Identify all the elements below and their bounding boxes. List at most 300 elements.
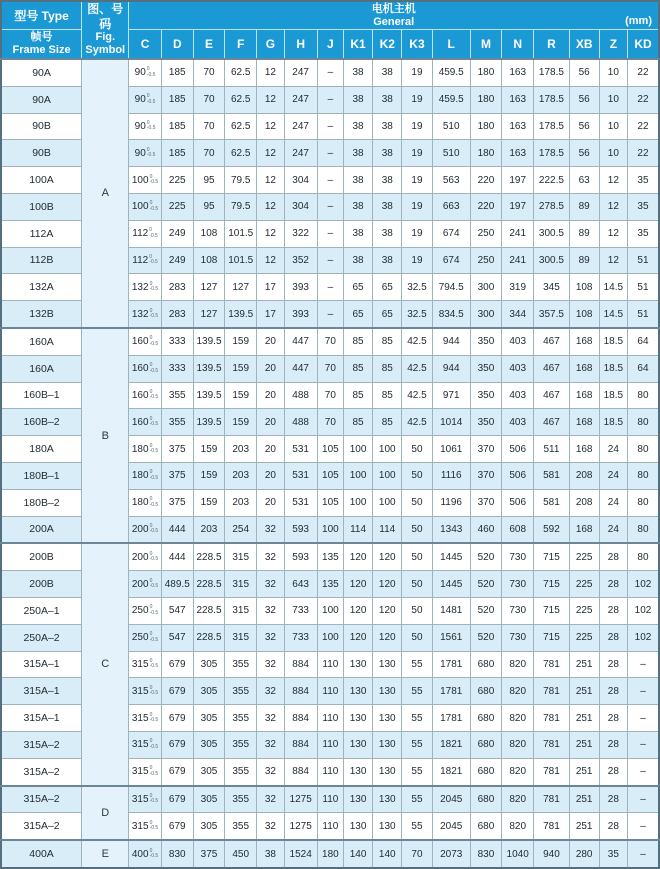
dim-cell-J: – (317, 301, 343, 328)
dim-cell-R: 467 (534, 328, 569, 355)
dim-cell-KD: 80 (627, 382, 659, 409)
c-dim-cell: 250 0 -0.5 (129, 624, 161, 651)
dim-cell-M: 680 (470, 731, 501, 758)
frame-cell: 90A (1, 86, 82, 113)
dim-cell-K1: 140 (343, 840, 372, 868)
c-dim-cell: 160 0 -0.5 (129, 382, 161, 409)
tolerance-mark: 0 -0.5 (149, 550, 159, 563)
dim-cell-R: 581 (534, 462, 569, 489)
dim-cell-J: 70 (317, 355, 343, 382)
dim-cell-XB: 89 (569, 220, 599, 247)
frame-cell: 315A–2 (1, 758, 82, 785)
dim-cell-N: 506 (502, 462, 534, 489)
frame-cell: 315A–2 (1, 813, 82, 840)
frame-cell: 315A–1 (1, 651, 82, 678)
col-header-XB: XB (569, 30, 599, 60)
dim-cell-K1: 120 (343, 543, 372, 570)
dim-cell-K3: 19 (402, 193, 432, 220)
c-dim-cell: 160 0 -0.5 (129, 355, 161, 382)
dim-cell-N: 403 (502, 409, 534, 436)
dim-cell-L: 674 (432, 220, 470, 247)
dim-cell-G: 20 (257, 489, 284, 516)
dim-cell-L: 1445 (432, 571, 470, 598)
tolerance-mark: 0 -0.5 (149, 415, 159, 428)
c-dim-cell: 200 0 -0.5 (129, 543, 161, 570)
dim-cell-G: 32 (257, 813, 284, 840)
dim-cell-F: 79.5 (225, 167, 257, 194)
dim-cell-G: 20 (257, 382, 284, 409)
dim-cell-R: 781 (534, 678, 569, 705)
dim-cell-J: 70 (317, 409, 343, 436)
dim-cell-F: 139.5 (225, 301, 257, 328)
dim-cell-KD: – (627, 758, 659, 785)
frame-cell: 315A–2 (1, 786, 82, 813)
dim-cell-XB: 168 (569, 436, 599, 463)
dim-cell-E: 70 (193, 113, 224, 140)
dim-cell-D: 679 (161, 731, 193, 758)
dim-cell-K3: 42.5 (402, 328, 432, 355)
dim-cell-J: – (317, 113, 343, 140)
dim-cell-G: 12 (257, 59, 284, 86)
dim-cell-G: 32 (257, 705, 284, 732)
dim-cell-Z: 24 (599, 489, 627, 516)
frame-cell: 160A (1, 328, 82, 355)
dim-cell-F: 79.5 (225, 193, 257, 220)
dim-cell-K3: 55 (402, 705, 432, 732)
dim-cell-K2: 140 (373, 840, 402, 868)
dim-cell-R: 467 (534, 409, 569, 436)
dim-cell-L: 1196 (432, 489, 470, 516)
dim-cell-N: 241 (502, 247, 534, 274)
col-header-K3: K3 (402, 30, 432, 60)
dim-cell-H: 247 (284, 113, 317, 140)
dim-cell-G: 12 (257, 113, 284, 140)
dim-cell-M: 520 (470, 624, 501, 651)
dim-cell-KD: 80 (627, 516, 659, 543)
dim-cell-G: 32 (257, 543, 284, 570)
tolerance-mark: 0 -0.5 (149, 173, 159, 186)
dim-cell-M: 180 (470, 59, 501, 86)
dim-cell-R: 178.5 (534, 140, 569, 167)
dim-cell-K3: 50 (402, 436, 432, 463)
dim-cell-R: 715 (534, 597, 569, 624)
c-dim-cell: 180 0 -0.5 (129, 436, 161, 463)
dim-cell-G: 32 (257, 758, 284, 785)
dim-cell-R: 467 (534, 382, 569, 409)
dim-cell-H: 304 (284, 193, 317, 220)
dim-cell-F: 159 (225, 328, 257, 355)
dim-cell-D: 355 (161, 409, 193, 436)
col-header-J: J (317, 30, 343, 60)
dim-cell-J: 100 (317, 516, 343, 543)
dim-cell-D: 375 (161, 436, 193, 463)
dim-cell-K3: 19 (402, 86, 432, 113)
dim-cell-K1: 85 (343, 382, 372, 409)
dim-cell-K2: 130 (373, 786, 402, 813)
tolerance-mark: 0 -0.5 (149, 335, 159, 347)
dim-cell-XB: 168 (569, 355, 599, 382)
table-row (1, 840, 659, 868)
dim-cell-H: 247 (284, 59, 317, 86)
frame-cell: 315A–1 (1, 705, 82, 732)
dim-cell-N: 403 (502, 355, 534, 382)
dim-cell-J: – (317, 59, 343, 86)
dim-cell-KD: 51 (627, 274, 659, 301)
dim-cell-J: – (317, 193, 343, 220)
dim-cell-E: 305 (193, 678, 224, 705)
dim-cell-L: 1781 (432, 651, 470, 678)
dim-cell-E: 139.5 (193, 409, 224, 436)
col-header-D: D (161, 30, 193, 60)
dim-cell-K2: 120 (373, 624, 402, 651)
tolerance-mark: 0 -0.5 (149, 792, 159, 805)
dim-cell-L: 1781 (432, 678, 470, 705)
dim-cell-Z: 10 (599, 140, 627, 167)
dim-cell-K3: 55 (402, 678, 432, 705)
tolerance-mark: 0 -0.5 (149, 362, 159, 374)
dim-cell-XB: 208 (569, 462, 599, 489)
dim-cell-J: 135 (317, 543, 343, 570)
dim-cell-K2: 38 (373, 220, 402, 247)
dim-cell-K2: 130 (373, 651, 402, 678)
dim-cell-J: – (317, 86, 343, 113)
dim-cell-H: 733 (284, 597, 317, 624)
dim-cell-F: 315 (225, 543, 257, 570)
dim-cell-N: 1040 (502, 840, 534, 868)
col-header-F: F (225, 30, 257, 60)
dim-cell-K3: 19 (402, 167, 432, 194)
dim-cell-M: 370 (470, 489, 501, 516)
dim-cell-K2: 38 (373, 167, 402, 194)
dim-cell-L: 563 (432, 167, 470, 194)
dim-cell-M: 680 (470, 705, 501, 732)
dim-cell-N: 820 (502, 651, 534, 678)
dim-cell-K1: 38 (343, 247, 372, 274)
fig-header-cn: 图、号码 (87, 2, 124, 31)
dim-cell-M: 350 (470, 328, 501, 355)
dim-cell-N: 730 (502, 543, 534, 570)
dim-cell-K1: 100 (343, 489, 372, 516)
dim-cell-KD: – (627, 651, 659, 678)
dim-cell-F: 159 (225, 355, 257, 382)
tolerance-mark: 0 -0.5 (149, 765, 159, 777)
frame-size-header: 帧号 Frame Size (1, 30, 82, 60)
dim-cell-E: 70 (193, 86, 224, 113)
dim-cell-F: 315 (225, 597, 257, 624)
dim-cell-N: 506 (502, 489, 534, 516)
dim-cell-XB: 251 (569, 731, 599, 758)
dim-cell-K2: 120 (373, 543, 402, 570)
dim-cell-E: 305 (193, 651, 224, 678)
dim-cell-K2: 65 (373, 301, 402, 328)
dim-cell-KD: – (627, 731, 659, 758)
dim-cell-K2: 130 (373, 758, 402, 785)
frame-cell: 200B (1, 571, 82, 598)
tolerance-mark: 0 -0.5 (149, 496, 159, 508)
dim-cell-K3: 50 (402, 571, 432, 598)
dim-cell-KD: 80 (627, 436, 659, 463)
frame-cell: 112A (1, 220, 82, 247)
dim-cell-F: 62.5 (225, 140, 257, 167)
dim-cell-J: 110 (317, 731, 343, 758)
dim-cell-KD: – (627, 678, 659, 705)
dim-cell-KD: 80 (627, 409, 659, 436)
dim-cell-F: 355 (225, 758, 257, 785)
dim-cell-Z: 28 (599, 758, 627, 785)
frame-cell: 90B (1, 113, 82, 140)
dim-cell-L: 1481 (432, 597, 470, 624)
dim-cell-G: 20 (257, 436, 284, 463)
dim-cell-K3: 55 (402, 786, 432, 813)
dim-cell-XB: 56 (569, 113, 599, 140)
dim-cell-R: 781 (534, 705, 569, 732)
dim-cell-G: 32 (257, 786, 284, 813)
dim-cell-G: 32 (257, 731, 284, 758)
dim-cell-H: 352 (284, 247, 317, 274)
dim-cell-L: 510 (432, 140, 470, 167)
dim-cell-E: 203 (193, 516, 224, 543)
dim-cell-J: – (317, 167, 343, 194)
frame-cell: 100B (1, 193, 82, 220)
dim-cell-XB: 56 (569, 140, 599, 167)
tolerance-mark: 0 -0.5 (146, 146, 156, 159)
tolerance-mark: 0 -0.5 (149, 711, 159, 724)
dim-cell-F: 355 (225, 786, 257, 813)
dim-cell-R: 300.5 (534, 247, 569, 274)
c-dim-cell: 100 0 -0.5 (129, 193, 161, 220)
dim-cell-H: 393 (284, 301, 317, 328)
tolerance-mark: 0 -0.5 (149, 684, 159, 697)
dim-cell-D: 679 (161, 813, 193, 840)
dim-cell-R: 715 (534, 543, 569, 570)
fig-symbol-cell: B (82, 328, 129, 543)
dim-cell-L: 1343 (432, 516, 470, 543)
dim-cell-XB: 225 (569, 543, 599, 570)
dim-cell-F: 254 (225, 516, 257, 543)
dim-cell-Z: 28 (599, 597, 627, 624)
c-dim-cell: 315 0 -0.5 (129, 758, 161, 785)
dim-cell-R: 940 (534, 840, 569, 868)
frame-cell: 180B–1 (1, 462, 82, 489)
dim-cell-R: 178.5 (534, 59, 569, 86)
dim-cell-KD: 102 (627, 571, 659, 598)
dim-cell-KD: 35 (627, 167, 659, 194)
dim-cell-H: 1524 (284, 840, 317, 868)
dim-cell-XB: 56 (569, 86, 599, 113)
dim-cell-J: 105 (317, 436, 343, 463)
dim-cell-J: 110 (317, 758, 343, 785)
dim-cell-H: 593 (284, 516, 317, 543)
c-dim-cell: 250 0 -0.5 (129, 597, 161, 624)
dim-cell-Z: 28 (599, 705, 627, 732)
dim-cell-K2: 100 (373, 436, 402, 463)
dim-cell-J: 100 (317, 597, 343, 624)
dim-cell-K3: 32.5 (402, 301, 432, 328)
fig-symbol-cell: A (82, 59, 129, 328)
dim-cell-KD: 80 (627, 489, 659, 516)
dim-cell-D: 444 (161, 516, 193, 543)
c-dim-cell: 160 0 -0.5 (129, 328, 161, 355)
dim-cell-L: 1061 (432, 436, 470, 463)
dim-cell-XB: 89 (569, 247, 599, 274)
dim-cell-H: 531 (284, 489, 317, 516)
c-dim-cell: 400 0 -0.5 (129, 840, 161, 868)
dim-cell-G: 20 (257, 355, 284, 382)
dim-cell-F: 101.5 (225, 247, 257, 274)
dim-cell-Z: 28 (599, 813, 627, 840)
dim-cell-N: 820 (502, 758, 534, 785)
frame-cell: 160B–1 (1, 382, 82, 409)
tolerance-mark: 0 -0.5 (149, 631, 159, 643)
frame-cell: 112B (1, 247, 82, 274)
col-header-N: N (502, 30, 534, 60)
frame-cell: 132A (1, 274, 82, 301)
dim-cell-K3: 32.5 (402, 274, 432, 301)
dim-cell-M: 520 (470, 597, 501, 624)
dim-cell-N: 241 (502, 220, 534, 247)
dim-cell-E: 375 (193, 840, 224, 868)
tolerance-mark: 0 -0.5 (149, 388, 159, 401)
dim-cell-K3: 50 (402, 597, 432, 624)
dim-cell-F: 355 (225, 678, 257, 705)
dim-cell-XB: 251 (569, 786, 599, 813)
dim-cell-E: 305 (193, 731, 224, 758)
dim-cell-K3: 70 (402, 840, 432, 868)
dim-cell-L: 2045 (432, 813, 470, 840)
dim-cell-H: 393 (284, 274, 317, 301)
dim-cell-K1: 38 (343, 167, 372, 194)
dim-cell-G: 12 (257, 220, 284, 247)
dim-cell-K1: 38 (343, 220, 372, 247)
dim-cell-D: 444 (161, 543, 193, 570)
dim-cell-F: 159 (225, 409, 257, 436)
table-row (1, 328, 659, 355)
dim-cell-K3: 55 (402, 758, 432, 785)
dim-cell-R: 781 (534, 813, 569, 840)
dim-cell-K2: 114 (373, 516, 402, 543)
tolerance-mark: 0 -0.5 (149, 253, 158, 266)
frame-cell: 200B (1, 543, 82, 570)
dim-cell-M: 370 (470, 436, 501, 463)
dim-cell-L: 1821 (432, 758, 470, 785)
dim-cell-G: 20 (257, 328, 284, 355)
dim-cell-K1: 120 (343, 597, 372, 624)
dim-cell-H: 247 (284, 86, 317, 113)
dim-cell-K2: 38 (373, 59, 402, 86)
dim-cell-H: 643 (284, 571, 317, 598)
dim-cell-K2: 38 (373, 140, 402, 167)
c-dim-cell: 180 0 -0.5 (129, 489, 161, 516)
dim-cell-KD: 102 (627, 597, 659, 624)
dim-cell-K1: 38 (343, 113, 372, 140)
fig-symbol-header (82, 1, 129, 59)
dim-cell-M: 180 (470, 86, 501, 113)
dim-cell-M: 680 (470, 813, 501, 840)
dim-cell-H: 304 (284, 167, 317, 194)
frame-cell: 315A–1 (1, 678, 82, 705)
c-dim-cell: 315 0 -0.5 (129, 813, 161, 840)
tolerance-mark: 0 -0.5 (149, 738, 159, 750)
c-dim-cell: 90 0 -0.5 (129, 140, 161, 167)
c-dim-cell: 112 0 -0.5 (129, 247, 161, 274)
dim-cell-H: 531 (284, 436, 317, 463)
dim-cell-E: 95 (193, 193, 224, 220)
dim-cell-J: 100 (317, 624, 343, 651)
c-dim-cell: 315 0 -0.5 (129, 731, 161, 758)
dim-cell-E: 228.5 (193, 543, 224, 570)
dim-cell-D: 375 (161, 489, 193, 516)
dim-cell-Z: 28 (599, 624, 627, 651)
dim-cell-D: 249 (161, 247, 193, 274)
c-dim-cell: 132 0 -0.5 (129, 301, 161, 328)
tolerance-mark: 0 -0.5 (149, 227, 158, 239)
dim-cell-XB: 251 (569, 651, 599, 678)
dim-cell-J: 110 (317, 786, 343, 813)
dim-cell-G: 32 (257, 571, 284, 598)
dim-cell-KD: 64 (627, 328, 659, 355)
dim-cell-G: 38 (257, 840, 284, 868)
dim-cell-M: 680 (470, 651, 501, 678)
dim-cell-E: 228.5 (193, 571, 224, 598)
dim-cell-KD: – (627, 840, 659, 868)
dim-cell-Z: 28 (599, 571, 627, 598)
frame-cell: 100A (1, 167, 82, 194)
dim-cell-K3: 50 (402, 624, 432, 651)
dim-cell-F: 62.5 (225, 113, 257, 140)
frame-cell: 250A–2 (1, 624, 82, 651)
dim-cell-K3: 42.5 (402, 355, 432, 382)
dim-cell-N: 820 (502, 813, 534, 840)
dim-cell-K1: 65 (343, 301, 372, 328)
dim-cell-M: 300 (470, 274, 501, 301)
dim-cell-R: 781 (534, 731, 569, 758)
dim-cell-XB: 108 (569, 301, 599, 328)
dim-cell-XB: 251 (569, 813, 599, 840)
dim-cell-K3: 19 (402, 113, 432, 140)
c-dim-cell: 90 0 -0.5 (129, 113, 161, 140)
dim-cell-R: 781 (534, 786, 569, 813)
dim-cell-D: 489.5 (161, 571, 193, 598)
dim-cell-Z: 28 (599, 786, 627, 813)
dim-cell-M: 250 (470, 220, 501, 247)
dim-cell-Z: 24 (599, 462, 627, 489)
dim-cell-K2: 38 (373, 113, 402, 140)
dim-cell-R: 178.5 (534, 113, 569, 140)
dim-cell-KD: 35 (627, 220, 659, 247)
dim-cell-D: 333 (161, 328, 193, 355)
tolerance-mark: 0 -0.5 (146, 93, 156, 105)
dim-cell-N: 506 (502, 436, 534, 463)
dim-cell-K2: 100 (373, 489, 402, 516)
dim-cell-L: 510 (432, 113, 470, 140)
dim-cell-K1: 130 (343, 731, 372, 758)
table-row (1, 543, 659, 570)
dim-cell-Z: 12 (599, 220, 627, 247)
dim-cell-K1: 120 (343, 624, 372, 651)
dim-cell-N: 403 (502, 328, 534, 355)
dim-cell-D: 185 (161, 113, 193, 140)
dim-cell-R: 511 (534, 436, 569, 463)
dim-cell-K2: 65 (373, 274, 402, 301)
dim-cell-XB: 208 (569, 489, 599, 516)
dim-cell-N: 319 (502, 274, 534, 301)
dim-cell-L: 1116 (432, 462, 470, 489)
dim-cell-D: 375 (161, 462, 193, 489)
dim-cell-R: 222.5 (534, 167, 569, 194)
dim-cell-D: 249 (161, 220, 193, 247)
dim-cell-D: 333 (161, 355, 193, 382)
dim-cell-K2: 130 (373, 678, 402, 705)
